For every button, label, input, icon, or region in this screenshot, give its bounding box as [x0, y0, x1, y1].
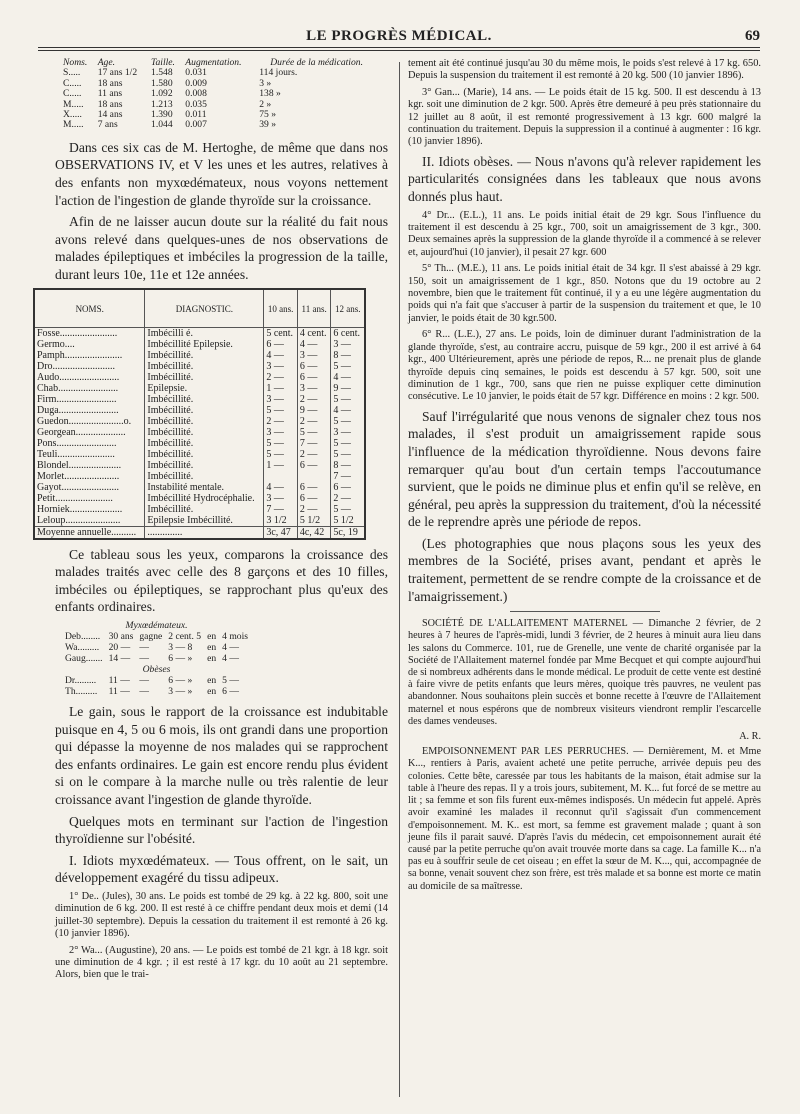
- table-row: [61, 120, 376, 130]
- table-cell: 1 —: [264, 460, 298, 471]
- table-cell: M.....: [63, 98, 84, 110]
- table-cell: 0.035: [185, 98, 207, 110]
- table-row: [34, 504, 365, 515]
- table-header: Age.: [97, 57, 116, 68]
- table-cell: 2 —: [297, 449, 331, 460]
- table-row: [65, 675, 254, 686]
- paragraph: 5° Th... (M.E.), 11 ans. Le poids initial était de 34 kgr. Il s'est abaissé à 29 kgr. 150, soit un amaigrissement de 1 kgr., 850. Notons que du 19 octobre au 2 novembre, bien que le traitement fût continué, il y a eu une légère augmentation du poids qui n'a fait que s'accuser à partir de la suspension du traitement et que, le 10 janvier, le poids était de 30 kgr.500.: [408, 263, 761, 324]
- table-cell: 4 mois: [222, 630, 248, 642]
- table-cell: 11 ans: [97, 88, 123, 100]
- table-row: [34, 449, 365, 460]
- table-cell: Gaug.......: [65, 652, 103, 664]
- table-cell: Th.........: [65, 685, 98, 697]
- table-cell: Georgean....................: [37, 426, 126, 438]
- table-cell: 5 —: [331, 416, 365, 427]
- table-cell: 9 —: [331, 383, 365, 394]
- table-cell: Imbécillité Epilepsie.: [145, 339, 264, 350]
- paragraph: 4° Dr... (E.L.), 11 ans. Le poids initial était de 29 kgr. Sous l'influence du traitement il est descendu à 25 kgr., 700, soit un amaigrissement de 3 kgr., 300. Deux semaines après la suppression de la glande thyroïde il a commencé à se relever et, aujourd'hui (10 janvier), il pesait 27 kgr. 600: [408, 209, 761, 258]
- table-row: [65, 642, 254, 653]
- table-cell: 1.390: [151, 109, 173, 121]
- table-cell: Epilepsie.: [145, 383, 264, 394]
- table-cell: 7 ans: [97, 119, 118, 131]
- table-cell: 5 —: [331, 394, 365, 405]
- table-cell: 7 —: [264, 504, 298, 515]
- paragraph: 6° R... (L.E.), 27 ans. Le poids, loin de diminuer durant l'administration de la glande thyroïde, s'est, au contraire accru, puisque de 59 kgr., 200 il est arrivé à 64 kgr., 400 Ultérieurement, après une période de repos, R... ne prenait plus de glande thyroïde depuis cinq semaines, le poids est descendu à 57 kgr. 500, soit une diminution de 1 kgr., 700, sans que rien ne puisse expliquer cette diminution consécutive. Le 10 janvier, le poids était de 57 kgr. Différence en moins : 2 kgr. 500.: [408, 329, 761, 403]
- section-divider: [510, 611, 660, 612]
- table-cell: 2 —: [297, 416, 331, 427]
- table-row: [34, 460, 365, 471]
- table-cell: en: [207, 630, 217, 642]
- table-cell: en: [207, 641, 217, 653]
- table-cell: 5 —: [264, 405, 298, 416]
- table-header: 11 ans.: [297, 289, 331, 328]
- table-cell: 30 ans: [108, 630, 134, 642]
- news-item: EMPOISONNEMENT PAR LES PERRUCHES. — Dernièrement, M. et Mme K..., rentiers à Paris, avaient acheté une petite perruche, arrivée depuis peu des colonies. Cette bête, caressée par tous les habitants de la maison, était admise sur la table à l'heure des repas. Il y a trois jours, subitement, M. K... fut forcé de se mettre au lit ; sa femme et son fils furent eux-mêmes indisposés. Un médecin fut appelé. Après avoir examiné les malades il reconnut qu'il s'agissait d'un commencement d'empoisonnement. M. K.. est mort, sa femme est gravement malade ; quant à son jeune fils il parait sauvé. D'après l'avis du médecin, cet empoisonnement aurait été causé par la petite perruche qu'on avait trouvée morte dans sa cage. La famille K... n'a pas eu à souffrir seule de cet oiseau ; en effet la sœur de M. K..., qui, accompagnée de sa bonne, venait souvent chez son frère, est très malade et sa bonne est morte ce matin au domicile de sa maîtresse.: [408, 746, 761, 892]
- table-cell: 1.213: [151, 98, 173, 110]
- table-header: Augmentation.: [185, 57, 242, 68]
- table-cell: —: [139, 641, 149, 653]
- table-row: [34, 515, 365, 527]
- table-cell: [264, 471, 298, 482]
- table-cell: 4 —: [297, 339, 331, 350]
- paragraph: 3° Gan... (Marie), 14 ans. — Le poids était de 15 kg. 500. Il est descendu à 13 kgr. soit une diminution de 2 kgr. 500. Après être demeuré à peu près stationnaire du 12 juillet au 8 août, il est remonté progressivement à 13 kgr. 600 malgré la continuation du traitement. Depuis la suppression il a continué à augmenter : 16 kgr. (10 janvier 1896).: [408, 86, 761, 148]
- table-cell: Imbécillité.: [145, 438, 264, 449]
- table-row: [65, 653, 254, 664]
- paragraph: I. Idiots myxœdémateux. — Tous offrent, on le sait, un développement exagéré du tissu adipeux.: [55, 852, 388, 886]
- table-cell: 1 —: [264, 383, 298, 394]
- table-cell: Imbécillité.: [145, 350, 264, 361]
- table-cell: C.....: [63, 77, 82, 89]
- table-cell: 3c, 47: [264, 526, 298, 539]
- table-cell: 5 —: [264, 438, 298, 449]
- table-cell: en: [207, 652, 217, 664]
- table-cell: 5 —: [264, 449, 298, 460]
- table-cell: en: [207, 685, 217, 697]
- table-cell: Horniek.....................: [37, 503, 123, 515]
- table-cell: 2 —: [264, 372, 298, 383]
- growth-table: [61, 58, 376, 131]
- table-cell: 5 —: [331, 361, 365, 372]
- table-cell: Deb........: [65, 630, 101, 642]
- table-cell: 7 —: [331, 471, 365, 482]
- table-header: Taille.: [151, 57, 175, 68]
- table-cell: 3 —: [297, 350, 331, 361]
- table-cell: 3 —: [264, 361, 298, 372]
- paragraph: Quelques mots en terminant sur l'action de l'ingestion thyroïdienne sur l'obésité.: [55, 813, 388, 847]
- table-cell: X.....: [63, 109, 82, 121]
- table-cell: 20 —: [108, 641, 131, 653]
- table-cell: 114 jours.: [259, 67, 298, 79]
- paragraph: 2° Wa... (Augustine), 20 ans. — Le poids est tombé de 21 kgr. à 18 kgr. soit une diminution de 4 kgr. ; il est resté à 17 kgr. du 10 août au 21 septembre. Alors, bien que le trai-: [55, 944, 388, 981]
- table-cell: 6 —: [264, 339, 298, 350]
- header-rule: [38, 47, 760, 48]
- table-cell: 0.009: [185, 77, 207, 89]
- table-cell: 39 »: [259, 119, 277, 131]
- table-cell: 4 cent.: [297, 327, 331, 339]
- table-header: NOMS.: [34, 289, 145, 328]
- table-cell: 6 —: [297, 482, 331, 493]
- table-cell: Firm........................: [37, 393, 117, 405]
- table-cell: 5 —: [331, 504, 365, 515]
- table-cell: 6 —: [297, 372, 331, 383]
- table-cell: 5 —: [331, 438, 365, 449]
- table-cell: Leloup......................: [37, 514, 121, 526]
- table-cell: Epilepsie Imbécillité.: [145, 515, 264, 527]
- left-column: [37, 57, 388, 986]
- myxoedema-table: [65, 620, 254, 697]
- table-cell: 6 —: [297, 460, 331, 471]
- table-cell: 3 —: [331, 427, 365, 438]
- paragraph: (Les photographies que nous plaçons sous les yeux des membres de la Société, prises avant, pendant et après le traitement, permettent de se rendre compte de la croissance et de l'amaigrissement.): [408, 535, 761, 604]
- table-cell: 5 1/2: [297, 515, 331, 527]
- table-row: [34, 438, 365, 449]
- table-row: [34, 405, 365, 416]
- table-cell: 2 —: [297, 394, 331, 405]
- table-cell: 7 —: [297, 438, 331, 449]
- table-cell: 1.044: [151, 119, 173, 131]
- table-cell: 4 —: [222, 652, 239, 664]
- table-cell: —: [139, 674, 149, 686]
- table-cell: Blondel.....................: [37, 459, 122, 471]
- table-cell: 6 —: [331, 482, 365, 493]
- table-cell: en: [207, 674, 217, 686]
- table-cell: 11 —: [108, 674, 130, 686]
- paragraph: Dans ces six cas de M. Hertoghe, de même que dans nos OBSERVATIONS IV, et V les unes et les autres, relatives à des enfants non myxœdémateux, nous voyons nettement l'action de l'ingestion de glande thyroïde sur la croissance.: [55, 139, 388, 208]
- table-cell: Duga........................: [37, 404, 119, 416]
- table-row: [34, 350, 365, 361]
- table-cell: Moyenne annuelle..........: [34, 526, 145, 539]
- paragraph: Sauf l'irrégularité que nous venons de signaler chez tous nos malades, il s'est produit un amaigrissement rapide sous l'influence de la médication thyroïdienne. Nous devons faire remarquer qu'au bout d'un certain temps l'accoutumance survient, que le poids ne diminue plus et enfin qu'il se relève, en général, peu après la suppression du traitement, d'où la nécessité de le reprendre après une période de repos.: [408, 408, 761, 530]
- table-cell: Germo....: [37, 338, 75, 350]
- table-cell: 1.580: [151, 77, 173, 89]
- table-caption: Myxœdémateux.: [125, 619, 188, 631]
- table-row: [34, 493, 365, 504]
- table-row: [34, 383, 365, 394]
- table-row: [34, 471, 365, 482]
- table-cell: 8 —: [331, 460, 365, 471]
- table-cell: Imbécillité Hydrocéphalie.: [145, 493, 264, 504]
- table-cell: 0.031: [185, 67, 207, 79]
- table-header: 10 ans.: [264, 289, 298, 328]
- table-cell: 6 — »: [168, 674, 193, 686]
- table-row: [34, 416, 365, 427]
- table-cell: Imbécillité.: [145, 361, 264, 372]
- table-cell: Pamph.......................: [37, 349, 123, 361]
- table-cell: 6 — »: [168, 652, 193, 664]
- table-row: [34, 339, 365, 350]
- page-number: 69: [745, 28, 760, 44]
- paragraph: II. Idiots obèses. — Nous n'avons qu'à relever rapidement les particularités consignées dans les tableaux que nous avons donnés plus haut.: [408, 153, 761, 205]
- table-cell: 4 —: [264, 482, 298, 493]
- height-progression-table: [33, 288, 366, 540]
- table-cell: Chab........................: [37, 382, 119, 394]
- table-cell: 11 —: [108, 685, 130, 697]
- table-caption: Obèses: [142, 663, 171, 675]
- table-cell: Imbécilli é.: [145, 327, 264, 339]
- table-cell: 5 cent.: [264, 327, 298, 339]
- table-cell: 3 —: [264, 427, 298, 438]
- table-header: Durée de la médication.: [270, 57, 363, 68]
- table-cell: 6 —: [222, 685, 239, 697]
- table-cell: M.....: [63, 119, 84, 131]
- journal-title: LE PROGRÈS MÉDICAL.: [306, 28, 492, 44]
- table-cell: Imbécillité.: [145, 449, 264, 460]
- table-cell: S.....: [63, 67, 81, 79]
- signature: A. R.: [739, 731, 761, 743]
- table-cell: 4 —: [264, 350, 298, 361]
- table-row: [34, 394, 365, 405]
- table-cell: 8 —: [331, 350, 365, 361]
- table-cell: 6 cent.: [331, 327, 365, 339]
- column-divider: [399, 62, 400, 1097]
- table-cell: 0.007: [185, 119, 207, 131]
- paragraph: Le gain, sous le rapport de la croissance est indubitable puisque en 4, 5 ou 6 mois, ils ont grandi dans une proportion qui dépasse la moyenne de nos malades qui se rapprochent des enfants ordinaires. Le gain est encore rendu plus évident si on le compare à la marche nulle ou très ralentie de leur croissance avant l'ingestion de glande thyroïde.: [55, 703, 388, 807]
- table-row: [34, 361, 365, 372]
- table-cell: 3 1/2: [264, 515, 298, 527]
- table-row: [34, 482, 365, 493]
- table-cell: 75 »: [259, 109, 277, 121]
- table-cell: Gayot.......................: [37, 481, 119, 493]
- table-cell: ..............: [145, 526, 264, 539]
- table-cell: 0.008: [185, 88, 207, 100]
- paragraph: Ce tableau sous les yeux, comparons la croissance des malades traités avec celle des 8 garçons et des 10 filles, imbéciles ou épileptiques, se rapprochant plus qu'eux des enfants ordinaires.: [55, 546, 388, 615]
- table-cell: 2 —: [331, 493, 365, 504]
- table-row: [34, 327, 365, 339]
- table-cell: Imbécillité.: [145, 471, 264, 482]
- table-header: DIAGNOSTIC.: [145, 289, 264, 328]
- table-cell: 2 —: [297, 504, 331, 515]
- table-cell: 1.548: [151, 67, 173, 79]
- table-header: 12 ans.: [331, 289, 365, 328]
- table-cell: Teuli.......................: [37, 448, 115, 460]
- table-cell: 17 ans 1/2: [97, 67, 138, 79]
- table-cell: 3 »: [259, 77, 272, 89]
- table-cell: C.....: [63, 88, 82, 100]
- table-cell: Wa.........: [65, 641, 100, 653]
- table-cell: 3 —: [264, 394, 298, 405]
- table-cell: Dro.........................: [37, 360, 116, 372]
- table-row: [34, 372, 365, 383]
- table-cell: 2 —: [264, 416, 298, 427]
- table-cell: 3 — 8: [168, 641, 193, 653]
- table-footer-row: [34, 526, 365, 539]
- table-cell: Imbécillité.: [145, 405, 264, 416]
- table-header: Noms.: [63, 57, 88, 68]
- table-cell: Imbécillité.: [145, 427, 264, 438]
- table-cell: 3 —: [297, 383, 331, 394]
- table-cell: 3 —: [331, 339, 365, 350]
- table-cell: Fosse.......................: [37, 327, 118, 339]
- table-cell: —: [139, 652, 149, 664]
- table-cell: —: [139, 685, 149, 697]
- table-cell: [297, 471, 331, 482]
- table-cell: gagne: [139, 630, 163, 642]
- table-cell: 3 — »: [168, 685, 193, 697]
- table-cell: 9 —: [297, 405, 331, 416]
- table-cell: 138 »: [259, 88, 281, 100]
- table-cell: 5c, 19: [331, 526, 365, 539]
- table-cell: Guedon......................o.: [37, 415, 132, 427]
- paragraph: Afin de ne laisser aucun doute sur la réalité du fait nous avons relevé dans quelques-unes de nos observations de malades épileptiques et imbéciles la progression de la taille, durant leurs 10e, 11e et 12e années.: [55, 214, 388, 282]
- table-cell: 4 —: [331, 405, 365, 416]
- table-cell: 4 —: [331, 372, 365, 383]
- table-cell: 18 ans: [97, 77, 123, 89]
- table-cell: 18 ans: [97, 98, 123, 110]
- table-cell: Imbécillité.: [145, 394, 264, 405]
- table-cell: 14 —: [108, 652, 131, 664]
- table-cell: 3 —: [264, 493, 298, 504]
- paragraph: tement ait été continué jusqu'au 30 du même mois, le poids s'est relevé à 17 kg. 650. Depuis la suspension du traitement il est remonté à 20 kg. 500 (10 janvier 1896).: [408, 58, 761, 82]
- right-column: [408, 58, 761, 896]
- table-cell: 5 —: [222, 674, 239, 686]
- header-rule-double: [38, 50, 760, 51]
- table-cell: 4c, 42: [297, 526, 331, 539]
- page-header: [38, 28, 760, 44]
- table-cell: 6 —: [297, 493, 331, 504]
- table-cell: Pons........................: [37, 437, 117, 449]
- table-cell: Instabilité mentale.: [145, 482, 264, 493]
- table-cell: 2 cent. 5: [168, 630, 202, 642]
- table-cell: Dr.........: [65, 674, 97, 686]
- table-cell: Imbécillité.: [145, 372, 264, 383]
- table-cell: 14 ans: [97, 109, 123, 121]
- table-row: [65, 686, 254, 697]
- table-cell: 5 —: [297, 427, 331, 438]
- news-item: SOCIÉTÉ DE L'ALLAITEMENT MATERNEL — Dimanche 2 février, de 2 heures à 7 heures de l'après-midi, lundi 3 février, de 2 heures à minuit aura lieu dans les salons du Commerce. 101, rue de Grenelle, une vente de charité organisée par la Société de l'Allaitement maternel fondée par Mme Becquet et qui compte aujourd'hui de si nombreux adhérents dans le monde médical. Le produit de cette vente est destiné à faire vivre de petits enfants que leurs mères, quoique très pauvres, ne veulent pas abandonner. Nous souhaitons plein succès et bonne recette à l'œuvre de l'Allaitement maternel et nous espérons que de nombreux visiteurs viendront remplir l'escarcelle des dames vendeuses.: [408, 618, 761, 727]
- table-cell: Imbécillité.: [145, 416, 264, 427]
- table-cell: 1.092: [151, 88, 173, 100]
- table-cell: Petit.......................: [37, 492, 113, 504]
- table-cell: 0.011: [185, 109, 207, 121]
- table-cell: 2 »: [259, 98, 272, 110]
- table-cell: 6 —: [297, 361, 331, 372]
- table-cell: Imbécillité.: [145, 504, 264, 515]
- table-cell: Morlet......................: [37, 470, 120, 482]
- table-cell: Audo........................: [37, 371, 120, 383]
- table-cell: Imbécillité.: [145, 460, 264, 471]
- table-row: [34, 427, 365, 438]
- paragraph: 1° De.. (Jules), 30 ans. Le poids est tombé de 29 kg. à 22 kg. 800, soit une diminution de 6 kg. 200. Il est resté à ce chiffre pendant deux mois et demi (14 juillet-30 septembre). Depuis la cessation du traitement il est remonté à 26 kg. (10 janvier 1896).: [55, 890, 388, 940]
- table-cell: 5 —: [331, 449, 365, 460]
- table-cell: 4 —: [222, 641, 239, 653]
- table-cell: 5 1/2: [331, 515, 365, 527]
- table-row: [65, 631, 254, 642]
